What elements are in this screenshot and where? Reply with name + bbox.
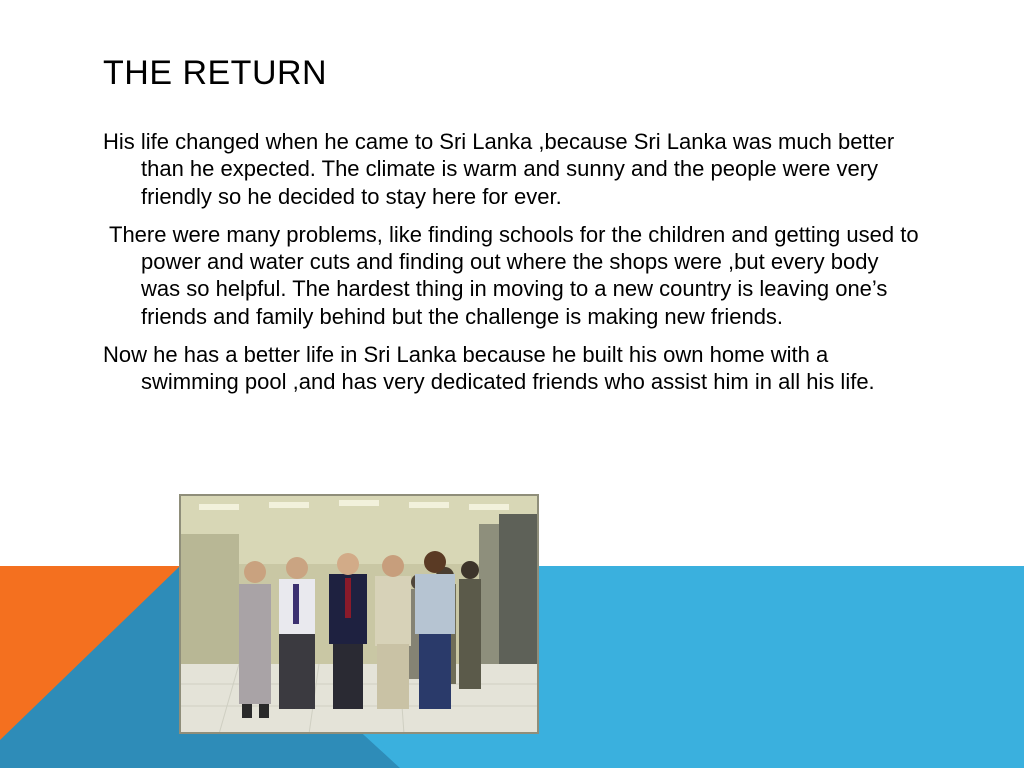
slide-body [103,128,923,407]
paragraph-problems: There were many problems, like finding schools for the children and getting used to power and water cuts and finding out where the shops were ,but every body was so helpful. The hardest thing in moving to a new country is leaving one’s friends and family behind but the challenge is making new friends. [109,221,919,329]
paragraph-arrival: His life changed when he came to Sri Lanka ,because Sri Lanka was much better than he expected. The climate is warm and sunny and the people were very friendly so he decided to stay here for ever. [103,129,895,209]
group-photo [179,494,539,734]
paragraph-better-life: Now he has a better life in Sri Lanka because he built his own home with a swimming pool ,and has very dedicated friends who assist him in all his life. [103,342,875,395]
slide-title: THE RETURN [103,54,328,92]
